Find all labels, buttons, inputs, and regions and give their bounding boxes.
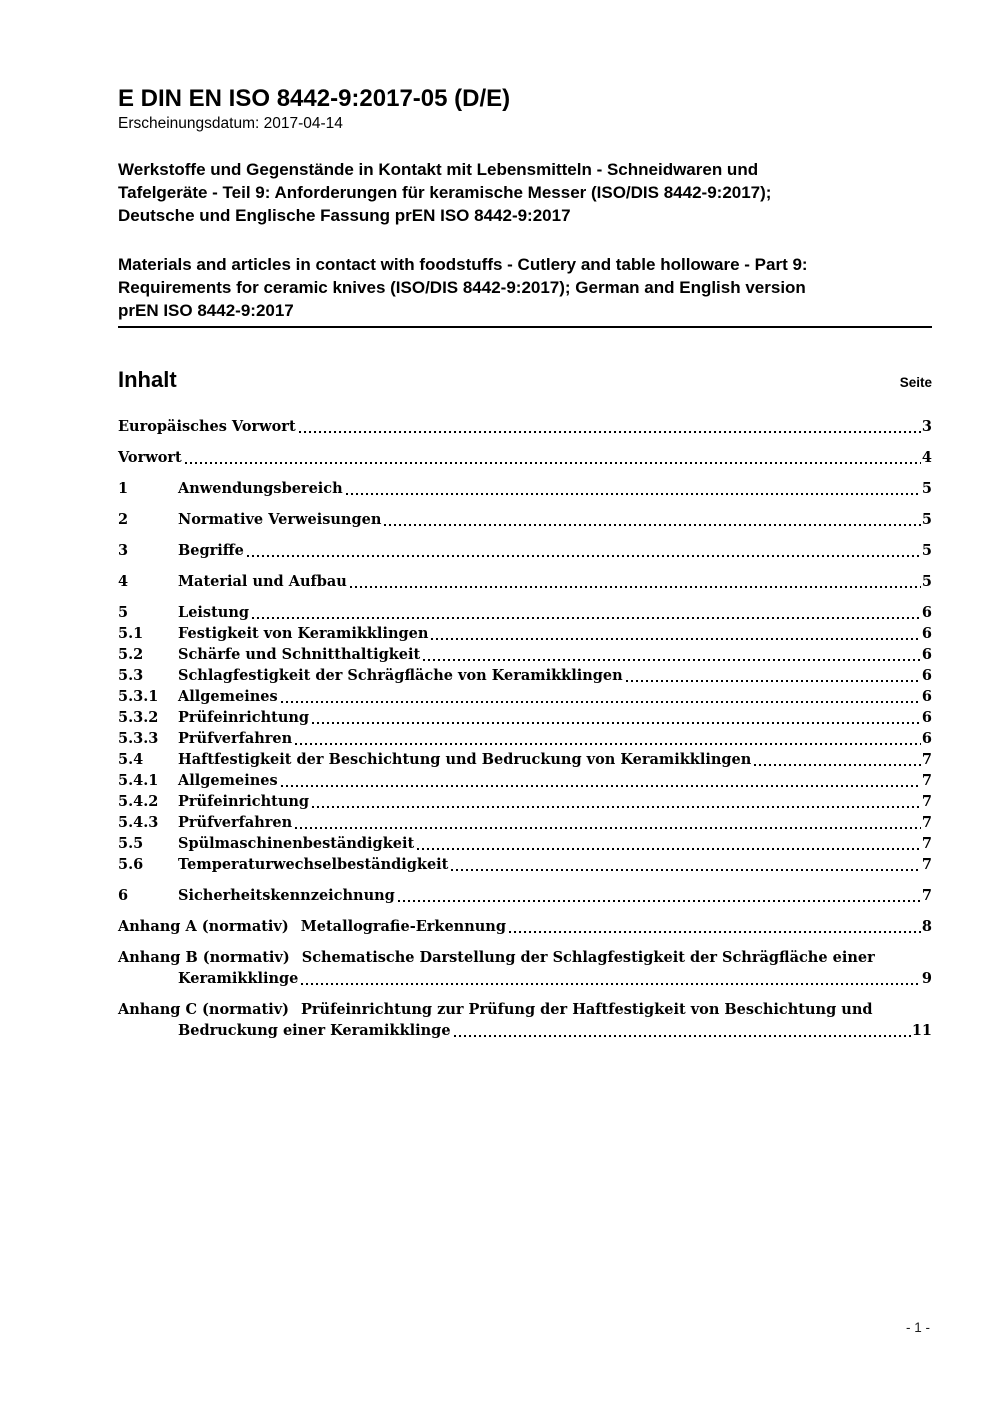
toc-entry-page: 6 [921, 730, 932, 747]
title-english-line-1: Materials and articles in contact with foodstuffs - Cutlery and table holloware - Part 9: [118, 255, 808, 274]
toc-entry-label: Europäisches Vorwort [118, 418, 296, 435]
toc-entry-label: Spülmaschinenbeständigkeit [178, 835, 415, 852]
toc-entry-label: Prüfverfahren [178, 730, 293, 747]
toc-entry[interactable] [118, 947, 932, 968]
toc-entry-number: 5.4.2 [118, 793, 159, 810]
toc-entry-page: 5 [921, 542, 932, 559]
dot-leader [350, 586, 921, 588]
toc-entry-label: Anwendungsbereich [178, 480, 343, 497]
toc-entry-page: 6 [921, 667, 932, 684]
toc-entry-page: 6 [921, 625, 932, 642]
dot-leader [509, 931, 921, 933]
dot-leader [384, 524, 921, 526]
toc-entry-label: Schematische Darstellung der Schlagfestigkeit der Schrägfläche einer [301, 949, 875, 966]
title-english-line-3: prEN ISO 8442-9:2017 [118, 301, 294, 320]
dot-leader [398, 900, 921, 902]
toc-entry-label: Leistung [178, 604, 250, 621]
toc-entry[interactable] [118, 999, 932, 1020]
page-number-footer: - 1 - [905, 1320, 930, 1335]
toc-heading: Inhalt [118, 367, 177, 392]
toc-entry-page: 11 [911, 1022, 932, 1039]
toc-entry-label: Festigkeit von Keramikklingen [178, 625, 429, 642]
toc-entry[interactable] [118, 623, 932, 644]
toc-entry-page: 7 [921, 793, 932, 810]
toc-entry-number: 2 [118, 511, 129, 528]
toc-entry-number: 5.4 [118, 751, 144, 768]
toc-entry-label: Haftfestigkeit der Beschichtung und Bedruckung von Keramikklingen [178, 751, 752, 768]
toc-entry[interactable] [118, 833, 932, 854]
toc-entry-page: 6 [921, 688, 932, 705]
toc-entry[interactable] [118, 686, 932, 707]
toc-entry-label: Schärfe und Schnitthaltigkeit [178, 646, 421, 663]
page-content [118, 0, 932, 1041]
toc-entry-number: 5.2 [118, 646, 144, 663]
title-english-line-2: Requirements for ceramic knives (ISO/DIS 8442-9:2017); German and English version [118, 278, 806, 297]
dot-leader [281, 785, 921, 787]
toc-entry-annex-prefix: Anhang B (normativ) [118, 949, 290, 966]
toc-entry[interactable] [118, 509, 932, 530]
toc-entry-page: 9 [921, 970, 932, 987]
toc-entry-page: 3 [921, 418, 932, 435]
title-german-line-3: Deutsche und Englische Fassung prEN ISO 8442-9:2017 [118, 206, 571, 225]
toc-entry[interactable] [118, 770, 932, 791]
dot-leader [281, 701, 921, 703]
dot-leader [295, 743, 921, 745]
toc-entry-number: 5.1 [118, 625, 144, 642]
toc-entry-page: 5 [921, 511, 932, 528]
toc-page-column-label: Seite [899, 375, 932, 390]
toc-entry[interactable] [118, 602, 932, 623]
toc-entry-number: 5.4.1 [118, 772, 159, 789]
toc-entry-label: Temperaturwechselbeständigkeit [178, 856, 449, 873]
title-german-line-1: Werkstoffe und Gegenstände in Kontakt mit Lebensmitteln - Schneidwaren und [118, 160, 759, 179]
dot-leader [423, 659, 921, 661]
toc-entry-page: 6 [921, 604, 932, 621]
toc-entry[interactable] [118, 644, 932, 665]
toc-entry-label-line2: Keramikklinge [178, 970, 299, 987]
dot-leader [626, 680, 921, 682]
dot-leader [252, 617, 921, 619]
toc-entry[interactable] [118, 749, 932, 770]
toc-entry[interactable] [118, 540, 932, 561]
toc-entry-page: 8 [921, 918, 932, 935]
dot-leader [185, 462, 921, 464]
toc-entry-label: Begriffe [178, 542, 244, 559]
toc-entry-page: 7 [921, 814, 932, 831]
dot-leader [247, 555, 921, 557]
toc-entry-number: 3 [118, 542, 129, 559]
toc-entry[interactable] [118, 571, 932, 592]
toc-entry[interactable] [118, 478, 932, 499]
toc-entry-label: Schlagfestigkeit der Schrägfläche von Keramikklingen [178, 667, 623, 684]
toc-entry-page: 7 [921, 835, 932, 852]
toc-entry-page: 7 [921, 751, 932, 768]
toc-entry-label: Normative Verweisungen [178, 511, 382, 528]
toc-entry-page: 4 [921, 449, 932, 466]
toc-entry-label: Prüfeinrichtung [178, 793, 310, 810]
toc-entry[interactable] [118, 728, 932, 749]
title-german [118, 158, 932, 227]
toc-entry-page: 7 [921, 856, 932, 873]
toc-header-row [118, 366, 932, 394]
toc-entry-label: Vorwort [118, 449, 182, 466]
toc-entry[interactable] [118, 885, 932, 906]
toc-entry-page: 5 [921, 573, 932, 590]
toc-entry-number: 6 [118, 887, 129, 904]
dot-leader [454, 1035, 911, 1037]
toc-entry-page: 6 [921, 646, 932, 663]
title-german-line-2: Tafelgeräte - Teil 9: Anforderungen für keramische Messer (ISO/DIS 8442-9:2017); [118, 183, 772, 202]
dot-leader [431, 638, 921, 640]
toc-entry-number: 5.6 [118, 856, 144, 873]
toc-entry-annex-prefix: Anhang A (normativ) [118, 918, 289, 935]
toc-entry-number: 5.3.3 [118, 730, 159, 747]
toc-entry-number: 1 [118, 480, 129, 497]
toc-entry[interactable] [118, 916, 932, 937]
toc-entry-label: Prüfverfahren [178, 814, 293, 831]
dot-leader [451, 869, 921, 871]
toc-entry-number: 5.5 [118, 835, 144, 852]
toc-entry-number: 5.3.1 [118, 688, 159, 705]
toc-entry[interactable] [118, 854, 932, 875]
document-number-title: E DIN EN ISO 8442-9:2017-05 (D/E) [118, 85, 511, 112]
dot-leader [346, 493, 921, 495]
toc-entry[interactable] [118, 665, 932, 686]
toc-entry-label: Prüfeinrichtung [178, 709, 310, 726]
toc-entry-continuation[interactable] [118, 1020, 932, 1041]
dot-leader [299, 431, 921, 433]
toc-entry-label: Allgemeines [178, 772, 278, 789]
toc-entry-page: 5 [921, 480, 932, 497]
toc-entry-number: 4 [118, 573, 129, 590]
toc-entry-number: 5 [118, 604, 129, 621]
toc-entry-page: 7 [921, 772, 932, 789]
dot-leader [312, 722, 921, 724]
dot-leader [312, 806, 921, 808]
toc-entry-number: 5.3.2 [118, 709, 159, 726]
title-english [118, 253, 932, 322]
toc-entry[interactable] [118, 707, 932, 728]
toc-entry[interactable] [118, 447, 932, 468]
toc-entry-page: 7 [921, 887, 932, 904]
dot-leader [295, 827, 921, 829]
publication-date: Erscheinungsdatum: 2017-04-14 [118, 115, 343, 132]
document-header [118, 84, 932, 328]
toc-entry-number: 5.4.3 [118, 814, 159, 831]
toc-entry-label: Allgemeines [178, 688, 278, 705]
toc-entry-label: Metallografie-Erkennung [300, 918, 506, 935]
dot-leader [754, 764, 921, 766]
toc-entry-label-line2: Bedruckung einer Keramikklinge [178, 1022, 451, 1039]
toc-entry-label: Material und Aufbau [178, 573, 347, 590]
toc-entry-continuation[interactable] [118, 968, 932, 989]
dot-leader [417, 848, 921, 850]
toc-entry[interactable] [118, 791, 932, 812]
toc-entry-number: 5.3 [118, 667, 144, 684]
toc-entry-label: Prüfeinrichtung zur Prüfung der Haftfestigkeit von Beschichtung und [301, 1001, 873, 1018]
toc-entry[interactable] [118, 812, 932, 833]
header-divider-rule [118, 326, 932, 328]
toc-entry[interactable] [118, 416, 932, 437]
toc-entry-annex-prefix: Anhang C (normativ) [118, 1001, 289, 1018]
toc-entry-page: 6 [921, 709, 932, 726]
toc-entry-label: Sicherheitskennzeichnung [178, 887, 395, 904]
table-of-contents [118, 416, 932, 1041]
dot-leader [301, 983, 920, 985]
